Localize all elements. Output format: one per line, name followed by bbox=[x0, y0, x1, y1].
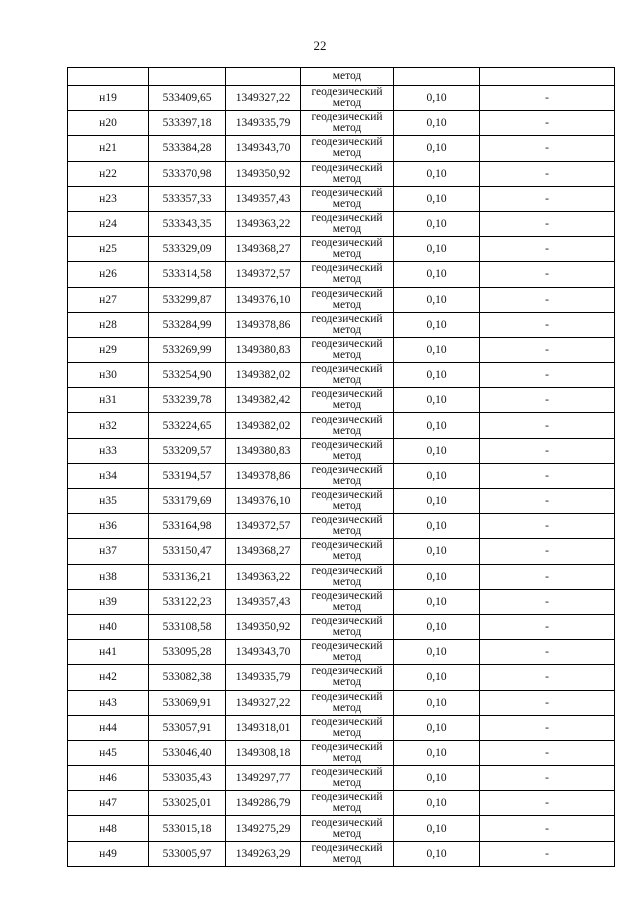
x-coordinate: 533136,21 bbox=[149, 564, 226, 589]
y-coordinate: 1349376,10 bbox=[226, 287, 301, 312]
method-line-1: геодезический bbox=[311, 212, 383, 225]
point-label: н28 bbox=[68, 312, 149, 337]
method-line-1: геодезический bbox=[311, 539, 383, 552]
accuracy-value: 0,10 bbox=[394, 816, 480, 841]
method-line-1: геодезический bbox=[311, 841, 383, 854]
point-label: н45 bbox=[68, 740, 149, 765]
point-label: н47 bbox=[68, 791, 149, 816]
method-cell bbox=[301, 312, 394, 337]
point-label: н31 bbox=[68, 388, 149, 413]
method-line-1: геодезический bbox=[311, 388, 383, 401]
x-coordinate: 533035,43 bbox=[149, 766, 226, 791]
method-line-2: метод bbox=[332, 122, 362, 135]
method-line-2: метод bbox=[332, 97, 362, 110]
point-label: н35 bbox=[68, 489, 149, 514]
x-coordinate: 533164,98 bbox=[149, 514, 226, 539]
x-coordinate: 533005,97 bbox=[149, 841, 226, 866]
point-label: н22 bbox=[68, 161, 149, 186]
point-label: н25 bbox=[68, 237, 149, 262]
x-coordinate: 533082,38 bbox=[149, 665, 226, 690]
method-cell bbox=[301, 690, 394, 715]
table-row bbox=[68, 186, 615, 211]
table-row bbox=[68, 841, 615, 866]
table-row bbox=[68, 690, 615, 715]
y-coordinate: 1349350,92 bbox=[226, 614, 301, 639]
accuracy-value: 0,10 bbox=[394, 438, 480, 463]
method-line-1: геодезический bbox=[311, 287, 383, 300]
y-coordinate: 1349368,27 bbox=[226, 237, 301, 262]
x-coordinate: 533194,57 bbox=[149, 463, 226, 488]
method-cell bbox=[301, 186, 394, 211]
method-cell bbox=[301, 337, 394, 362]
method-line-1: геодезический bbox=[311, 589, 383, 602]
y-coordinate: 1349335,79 bbox=[226, 111, 301, 136]
method-line-2: метод bbox=[332, 802, 362, 815]
table-row bbox=[68, 413, 615, 438]
y-coordinate: 1349380,83 bbox=[226, 438, 301, 463]
accuracy-value: 0,10 bbox=[394, 614, 480, 639]
y-coordinate: 1349378,86 bbox=[226, 312, 301, 337]
accuracy-value: 0,10 bbox=[394, 287, 480, 312]
x-coordinate: 533409,65 bbox=[149, 86, 226, 111]
method-cell bbox=[301, 589, 394, 614]
y-coordinate: 1349372,57 bbox=[226, 262, 301, 287]
method-line-2: метод bbox=[332, 474, 362, 487]
cell-method-continued: метод bbox=[301, 68, 394, 86]
accuracy-value: 0,10 bbox=[394, 337, 480, 362]
method-line-1: геодезический bbox=[311, 615, 383, 628]
note-value: - bbox=[480, 841, 615, 866]
accuracy-value: 0,10 bbox=[394, 463, 480, 488]
method-line-1: геодезический bbox=[311, 791, 383, 804]
table-row bbox=[68, 211, 615, 236]
note-value: - bbox=[480, 161, 615, 186]
method-line-1: геодезический bbox=[311, 438, 383, 451]
x-coordinate: 533150,47 bbox=[149, 539, 226, 564]
method-line-1: геодезический bbox=[311, 740, 383, 753]
point-label: н30 bbox=[68, 363, 149, 388]
y-coordinate: 1349382,42 bbox=[226, 388, 301, 413]
table-row bbox=[68, 589, 615, 614]
point-label: н43 bbox=[68, 690, 149, 715]
point-label: н39 bbox=[68, 589, 149, 614]
x-coordinate: 533057,91 bbox=[149, 715, 226, 740]
method-line-2: метод bbox=[332, 500, 362, 513]
note-value: - bbox=[480, 791, 615, 816]
method-cell bbox=[301, 816, 394, 841]
table-row bbox=[68, 740, 615, 765]
method-line-2: метод bbox=[332, 273, 362, 286]
note-value: - bbox=[480, 111, 615, 136]
point-label: н20 bbox=[68, 111, 149, 136]
method-cell bbox=[301, 262, 394, 287]
point-label: н27 bbox=[68, 287, 149, 312]
point-label: н37 bbox=[68, 539, 149, 564]
accuracy-value: 0,10 bbox=[394, 841, 480, 866]
accuracy-value: 0,10 bbox=[394, 363, 480, 388]
method-line-1: геодезический bbox=[311, 86, 383, 99]
method-line-1: геодезический bbox=[311, 363, 383, 376]
method-line-2: метод bbox=[332, 600, 362, 613]
accuracy-value: 0,10 bbox=[394, 211, 480, 236]
continued-row bbox=[68, 68, 615, 86]
method-line-2: метод bbox=[332, 348, 362, 361]
point-label: н41 bbox=[68, 640, 149, 665]
method-line-1: геодезический bbox=[311, 312, 383, 325]
x-coordinate: 533254,90 bbox=[149, 363, 226, 388]
x-coordinate: 533015,18 bbox=[149, 816, 226, 841]
accuracy-value: 0,10 bbox=[394, 161, 480, 186]
accuracy-value: 0,10 bbox=[394, 740, 480, 765]
table-row bbox=[68, 539, 615, 564]
method-cell bbox=[301, 463, 394, 488]
method-line-2: метод bbox=[332, 424, 362, 437]
table-row bbox=[68, 438, 615, 463]
note-value: - bbox=[480, 237, 615, 262]
x-coordinate: 533329,09 bbox=[149, 237, 226, 262]
y-coordinate: 1349376,10 bbox=[226, 489, 301, 514]
y-coordinate: 1349308,18 bbox=[226, 740, 301, 765]
table-row bbox=[68, 161, 615, 186]
table-row bbox=[68, 489, 615, 514]
point-label: н36 bbox=[68, 514, 149, 539]
method-line-1: геодезический bbox=[311, 489, 383, 502]
note-value: - bbox=[480, 463, 615, 488]
accuracy-value: 0,10 bbox=[394, 489, 480, 514]
table-row bbox=[68, 463, 615, 488]
point-label: н34 bbox=[68, 463, 149, 488]
note-value: - bbox=[480, 363, 615, 388]
method-cell bbox=[301, 564, 394, 589]
method-line-1: геодезический bbox=[311, 816, 383, 829]
accuracy-value: 0,10 bbox=[394, 564, 480, 589]
note-value: - bbox=[480, 86, 615, 111]
method-line-1: геодезический bbox=[311, 337, 383, 350]
y-coordinate: 1349382,02 bbox=[226, 363, 301, 388]
cell-accuracy bbox=[394, 68, 480, 86]
point-label: н32 bbox=[68, 413, 149, 438]
x-coordinate: 533314,58 bbox=[149, 262, 226, 287]
accuracy-value: 0,10 bbox=[394, 640, 480, 665]
note-value: - bbox=[480, 614, 615, 639]
method-line-1: геодезический bbox=[311, 413, 383, 426]
accuracy-value: 0,10 bbox=[394, 589, 480, 614]
note-value: - bbox=[480, 287, 615, 312]
x-coordinate: 533343,35 bbox=[149, 211, 226, 236]
cell-note bbox=[480, 68, 615, 86]
method-line-1: геодезический bbox=[311, 715, 383, 728]
y-coordinate: 1349318,01 bbox=[226, 715, 301, 740]
x-coordinate: 533179,69 bbox=[149, 489, 226, 514]
method-cell bbox=[301, 665, 394, 690]
method-line-1: геодезический bbox=[311, 237, 383, 250]
x-coordinate: 533299,87 bbox=[149, 287, 226, 312]
point-label: н29 bbox=[68, 337, 149, 362]
table-row bbox=[68, 363, 615, 388]
y-coordinate: 1349335,79 bbox=[226, 665, 301, 690]
point-label: н38 bbox=[68, 564, 149, 589]
method-cell bbox=[301, 489, 394, 514]
accuracy-value: 0,10 bbox=[394, 791, 480, 816]
table-row bbox=[68, 514, 615, 539]
method-line-2: метод bbox=[332, 726, 362, 739]
note-value: - bbox=[480, 262, 615, 287]
point-label: н24 bbox=[68, 211, 149, 236]
x-coordinate: 533069,91 bbox=[149, 690, 226, 715]
x-coordinate: 533239,78 bbox=[149, 388, 226, 413]
method-cell bbox=[301, 614, 394, 639]
y-coordinate: 1349363,22 bbox=[226, 564, 301, 589]
table-row bbox=[68, 388, 615, 413]
method-cell bbox=[301, 111, 394, 136]
x-coordinate: 533370,98 bbox=[149, 161, 226, 186]
method-cell bbox=[301, 841, 394, 866]
method-line-2: метод bbox=[332, 626, 362, 639]
note-value: - bbox=[480, 186, 615, 211]
accuracy-value: 0,10 bbox=[394, 690, 480, 715]
point-label: н19 bbox=[68, 86, 149, 111]
table-row bbox=[68, 816, 615, 841]
table-row bbox=[68, 262, 615, 287]
y-coordinate: 1349382,02 bbox=[226, 413, 301, 438]
y-coordinate: 1349372,57 bbox=[226, 514, 301, 539]
note-value: - bbox=[480, 740, 615, 765]
method-line-1: геодезический bbox=[311, 186, 383, 199]
method-cell bbox=[301, 715, 394, 740]
y-coordinate: 1349363,22 bbox=[226, 211, 301, 236]
point-label: н23 bbox=[68, 186, 149, 211]
method-cell bbox=[301, 237, 394, 262]
method-line-2: метод bbox=[332, 852, 362, 865]
note-value: - bbox=[480, 640, 615, 665]
method-line-2: метод bbox=[332, 374, 362, 387]
y-coordinate: 1349380,83 bbox=[226, 337, 301, 362]
accuracy-value: 0,10 bbox=[394, 312, 480, 337]
note-value: - bbox=[480, 564, 615, 589]
accuracy-value: 0,10 bbox=[394, 237, 480, 262]
method-line-2: метод bbox=[332, 172, 362, 185]
method-line-2: метод bbox=[332, 525, 362, 538]
method-line-2: метод bbox=[332, 676, 362, 689]
method-line-2: метод bbox=[332, 197, 362, 210]
method-line-1: геодезический bbox=[311, 665, 383, 678]
point-label: н49 bbox=[68, 841, 149, 866]
y-coordinate: 1349327,22 bbox=[226, 86, 301, 111]
method-cell bbox=[301, 211, 394, 236]
method-line-2: метод bbox=[332, 575, 362, 588]
accuracy-value: 0,10 bbox=[394, 262, 480, 287]
point-label: н42 bbox=[68, 665, 149, 690]
point-label: н26 bbox=[68, 262, 149, 287]
method-line-2: метод bbox=[332, 701, 362, 714]
note-value: - bbox=[480, 514, 615, 539]
point-label: н21 bbox=[68, 136, 149, 161]
y-coordinate: 1349297,77 bbox=[226, 766, 301, 791]
accuracy-value: 0,10 bbox=[394, 539, 480, 564]
note-value: - bbox=[480, 211, 615, 236]
method-cell bbox=[301, 640, 394, 665]
note-value: - bbox=[480, 388, 615, 413]
method-line-1: геодезический bbox=[311, 136, 383, 149]
y-coordinate: 1349343,70 bbox=[226, 136, 301, 161]
accuracy-value: 0,10 bbox=[394, 665, 480, 690]
page-number: 22 bbox=[313, 38, 327, 53]
table-row bbox=[68, 86, 615, 111]
x-coordinate: 533384,28 bbox=[149, 136, 226, 161]
x-coordinate: 533095,28 bbox=[149, 640, 226, 665]
method-line-2: метод bbox=[332, 550, 362, 563]
note-value: - bbox=[480, 766, 615, 791]
method-line-1: геодезический bbox=[311, 111, 383, 124]
method-line-2: метод bbox=[332, 223, 362, 236]
accuracy-value: 0,10 bbox=[394, 413, 480, 438]
y-coordinate: 1349357,43 bbox=[226, 186, 301, 211]
note-value: - bbox=[480, 690, 615, 715]
method-line-2: метод bbox=[332, 147, 362, 160]
table-row bbox=[68, 287, 615, 312]
table-row bbox=[68, 337, 615, 362]
method-cell bbox=[301, 740, 394, 765]
table-row bbox=[68, 237, 615, 262]
method-cell bbox=[301, 791, 394, 816]
note-value: - bbox=[480, 337, 615, 362]
method-line-2: метод bbox=[332, 827, 362, 840]
x-coordinate: 533224,65 bbox=[149, 413, 226, 438]
method-line-2: метод bbox=[332, 298, 362, 311]
method-line-2: метод bbox=[332, 751, 362, 764]
y-coordinate: 1349378,86 bbox=[226, 463, 301, 488]
method-line-2: метод bbox=[332, 248, 362, 261]
note-value: - bbox=[480, 589, 615, 614]
method-line-1: геодезический bbox=[311, 766, 383, 779]
accuracy-value: 0,10 bbox=[394, 715, 480, 740]
method-line-1: геодезический bbox=[311, 463, 383, 476]
note-value: - bbox=[480, 665, 615, 690]
method-cell bbox=[301, 388, 394, 413]
table-row bbox=[68, 715, 615, 740]
accuracy-value: 0,10 bbox=[394, 111, 480, 136]
note-value: - bbox=[480, 715, 615, 740]
method-cell bbox=[301, 136, 394, 161]
method-cell bbox=[301, 413, 394, 438]
x-coordinate: 533122,23 bbox=[149, 589, 226, 614]
point-label: н40 bbox=[68, 614, 149, 639]
table-row bbox=[68, 564, 615, 589]
point-label: н44 bbox=[68, 715, 149, 740]
accuracy-value: 0,10 bbox=[394, 514, 480, 539]
note-value: - bbox=[480, 489, 615, 514]
table-row bbox=[68, 665, 615, 690]
table-row bbox=[68, 136, 615, 161]
y-coordinate: 1349286,79 bbox=[226, 791, 301, 816]
method-cell bbox=[301, 514, 394, 539]
y-coordinate: 1349368,27 bbox=[226, 539, 301, 564]
accuracy-value: 0,10 bbox=[394, 186, 480, 211]
point-label: н48 bbox=[68, 816, 149, 841]
note-value: - bbox=[480, 312, 615, 337]
method-line-2: метод bbox=[332, 399, 362, 412]
x-coordinate: 533046,40 bbox=[149, 740, 226, 765]
method-cell bbox=[301, 539, 394, 564]
cell-x bbox=[149, 68, 226, 86]
method-line-1: геодезический bbox=[311, 161, 383, 174]
method-line-2: метод bbox=[332, 651, 362, 664]
method-line-1: геодезический bbox=[311, 640, 383, 653]
y-coordinate: 1349327,22 bbox=[226, 690, 301, 715]
method-line-1: геодезический bbox=[311, 514, 383, 527]
method-cell bbox=[301, 86, 394, 111]
accuracy-value: 0,10 bbox=[394, 136, 480, 161]
table-row bbox=[68, 791, 615, 816]
note-value: - bbox=[480, 413, 615, 438]
x-coordinate: 533108,58 bbox=[149, 614, 226, 639]
y-coordinate: 1349343,70 bbox=[226, 640, 301, 665]
point-label: н33 bbox=[68, 438, 149, 463]
point-label: н46 bbox=[68, 766, 149, 791]
table-row bbox=[68, 111, 615, 136]
method-cell bbox=[301, 363, 394, 388]
cell-point bbox=[68, 68, 149, 86]
method-line-2: метод bbox=[332, 777, 362, 790]
accuracy-value: 0,10 bbox=[394, 388, 480, 413]
x-coordinate: 533025,01 bbox=[149, 791, 226, 816]
coordinates-table bbox=[67, 67, 615, 867]
x-coordinate: 533357,33 bbox=[149, 186, 226, 211]
note-value: - bbox=[480, 438, 615, 463]
cell-y bbox=[226, 68, 301, 86]
note-value: - bbox=[480, 136, 615, 161]
table-row bbox=[68, 614, 615, 639]
method-cell bbox=[301, 438, 394, 463]
note-value: - bbox=[480, 539, 615, 564]
x-coordinate: 533209,57 bbox=[149, 438, 226, 463]
method-line-2: метод bbox=[332, 449, 362, 462]
method-line-1: геодезический bbox=[311, 262, 383, 275]
accuracy-value: 0,10 bbox=[394, 766, 480, 791]
method-line-1: геодезический bbox=[311, 690, 383, 703]
method-cell bbox=[301, 766, 394, 791]
method-line-2: метод bbox=[332, 323, 362, 336]
x-coordinate: 533397,18 bbox=[149, 111, 226, 136]
x-coordinate: 533284,99 bbox=[149, 312, 226, 337]
method-cell bbox=[301, 161, 394, 186]
table-row bbox=[68, 312, 615, 337]
coordinates-table-body bbox=[68, 68, 615, 867]
table-row bbox=[68, 640, 615, 665]
table-row bbox=[68, 766, 615, 791]
y-coordinate: 1349350,92 bbox=[226, 161, 301, 186]
y-coordinate: 1349263,29 bbox=[226, 841, 301, 866]
y-coordinate: 1349275,29 bbox=[226, 816, 301, 841]
y-coordinate: 1349357,43 bbox=[226, 589, 301, 614]
x-coordinate: 533269,99 bbox=[149, 337, 226, 362]
method-line-1: геодезический bbox=[311, 564, 383, 577]
note-value: - bbox=[480, 816, 615, 841]
accuracy-value: 0,10 bbox=[394, 86, 480, 111]
method-cell bbox=[301, 287, 394, 312]
